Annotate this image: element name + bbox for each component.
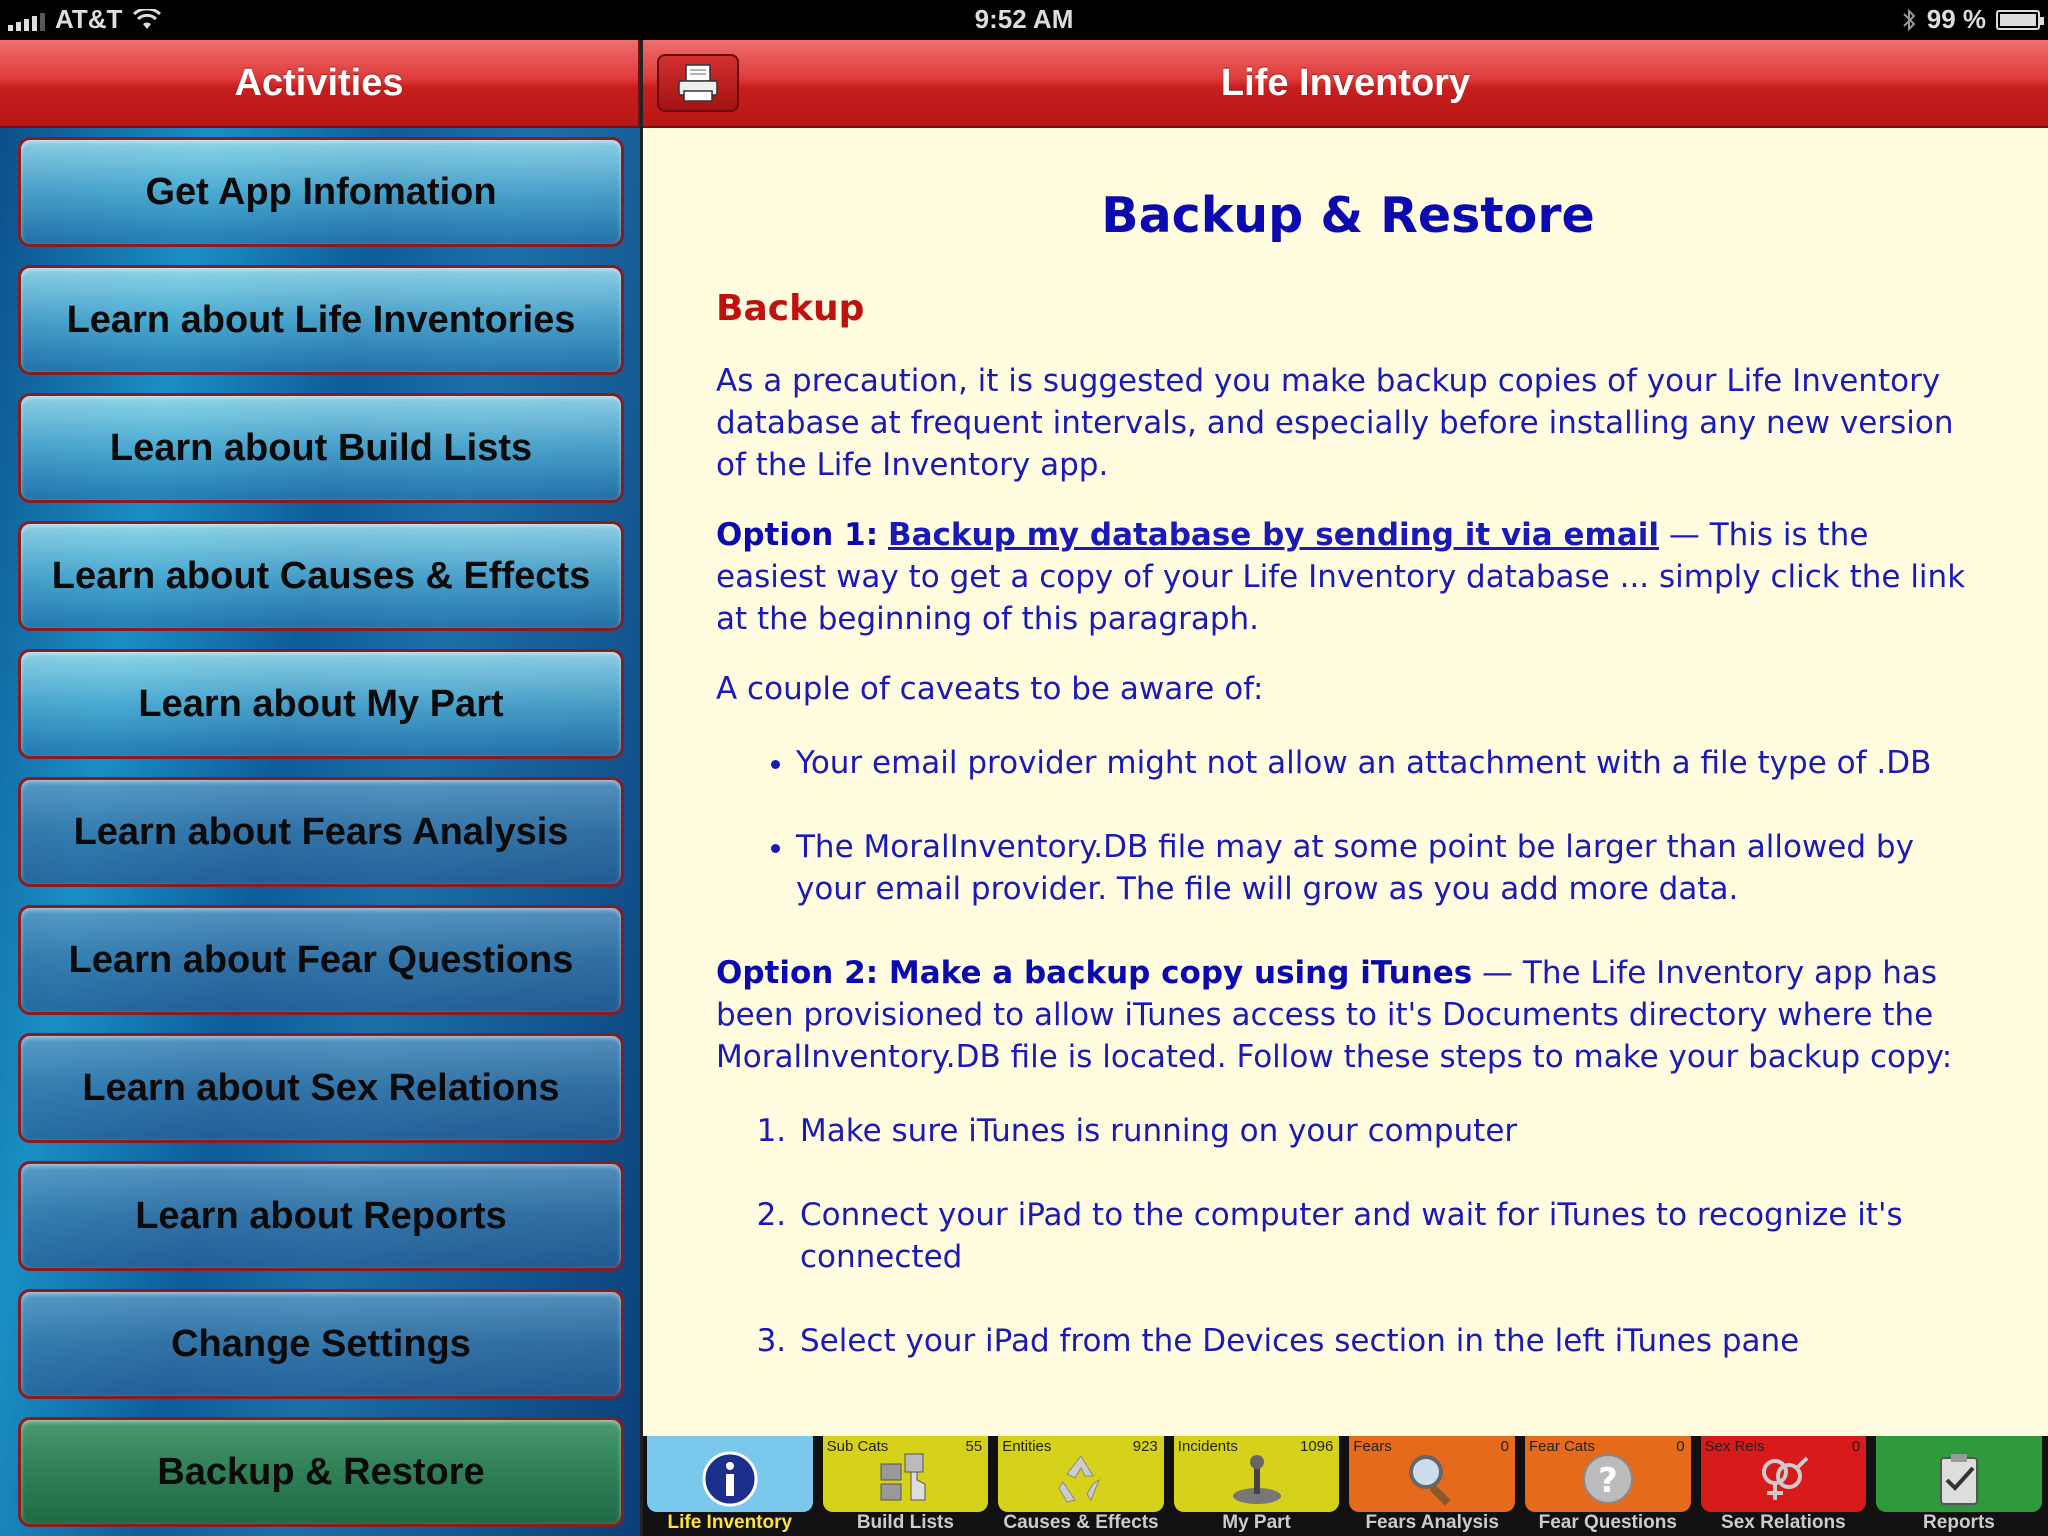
tab-label: Life Inventory <box>667 1512 793 1533</box>
gender-icon <box>1753 1450 1813 1508</box>
activities-list <box>18 137 624 1536</box>
activity-button[interactable]: Learn about Reports <box>18 1161 624 1271</box>
tab-count-value: 1096 <box>1300 1438 1334 1455</box>
page-title: Backup & Restore <box>1101 187 1595 244</box>
tab-count-label: Sex Rels <box>1704 1438 1765 1455</box>
tab-label: Build Lists <box>856 1512 954 1533</box>
status-time: 9:52 AM <box>974 4 1074 34</box>
caveat-list <box>716 742 1980 910</box>
step-item: 1. Make sure iTunes is running on your computer <box>796 1110 1980 1152</box>
detail-title: Life Inventory <box>1220 61 1471 104</box>
build-list-icon <box>875 1450 935 1508</box>
tab-fear-questions[interactable] <box>1521 1436 1697 1536</box>
activity-button[interactable]: Learn about Life Inventories <box>18 265 624 375</box>
tab-count-label: Incidents <box>1177 1438 1238 1455</box>
magnifier-icon <box>1402 1450 1462 1508</box>
joystick-icon <box>1227 1450 1287 1508</box>
tab-my-part[interactable] <box>1170 1436 1346 1536</box>
tab-build-lists[interactable] <box>819 1436 995 1536</box>
activity-button[interactable]: Get App Infomation <box>18 137 624 247</box>
tab-bar <box>643 1436 2048 1536</box>
activity-button[interactable]: Learn about Build Lists <box>18 393 624 503</box>
tab-fears-analysis[interactable] <box>1345 1436 1521 1536</box>
option1-paragraph <box>716 514 1980 640</box>
carrier-label: AT&T <box>55 4 123 34</box>
option2-text: — The Life Inventory app has been provisioned to allow iTunes access to it's Documents directory where the MoralInventory.DB file is located. Follow these steps to make your backup copy: <box>716 955 1953 1075</box>
option1-text: — This is the easiest way to get a copy of your Life Inventory database ... simply click the link at the beginning of this paragraph. <box>716 517 1966 637</box>
tab-count-value: 0 <box>1851 1438 1861 1455</box>
svg-text:?: ? <box>1597 1461 1618 1501</box>
tab-life-inventory[interactable] <box>643 1436 819 1536</box>
activity-button[interactable]: Learn about My Part <box>18 649 624 759</box>
battery-percent: 99 % <box>1926 4 1986 34</box>
battery-fill <box>2000 14 2036 26</box>
activity-button[interactable]: Change Settings <box>18 1289 624 1399</box>
intro-paragraph: As a precaution, it is suggested you make backup copies of your Life Inventory database at frequent intervals, and especially before installing any new version of the Life Inventory app. <box>716 363 1954 483</box>
activity-button[interactable]: Learn about Fears Analysis <box>18 777 624 887</box>
tab-count-value: 0 <box>1676 1438 1685 1455</box>
recycle-icon <box>1051 1450 1111 1508</box>
tab-count-value: 923 <box>1132 1438 1158 1455</box>
activity-button[interactable]: Learn about Sex Relations <box>18 1033 624 1143</box>
detail-navbar <box>643 40 2048 128</box>
tab-count-value: 0 <box>1500 1438 1509 1455</box>
battery-icon <box>1996 10 2040 30</box>
caveat-item: • Your email provider might not allow an attachment with a file type of .DB <box>796 742 1980 784</box>
tab-label: Fear Questions <box>1538 1512 1677 1533</box>
step-item: 2. Connect your iPad to the computer and wait for iTunes to recognize it's connected <box>796 1194 1980 1278</box>
bluetooth-icon <box>1901 8 1917 32</box>
tab-sex-relations[interactable] <box>1697 1436 1873 1536</box>
section-heading-backup: Backup <box>716 288 865 329</box>
tab-count-value: 55 <box>965 1438 983 1455</box>
tab-label: Reports <box>1923 1512 1995 1533</box>
activity-button[interactable]: Learn about Fear Questions <box>18 905 624 1015</box>
option1-label: Option 1: <box>716 517 879 553</box>
tab-label: Fears Analysis <box>1365 1512 1499 1533</box>
tab-count-label: Fear Cats <box>1528 1438 1595 1455</box>
caveat-item: • The MoralInventory.DB file may at some point be larger than allowed by your email provider. The file will grow as you add more data. <box>796 826 1980 910</box>
step-item: 3. Select your iPad from the Devices section in the left iTunes pane <box>796 1320 1980 1362</box>
tab-label: Causes & Effects <box>1003 1512 1159 1533</box>
tab-count-label: Fears <box>1353 1438 1392 1455</box>
tab-count-label: Sub Cats <box>826 1438 889 1455</box>
tab-label: My Part <box>1222 1512 1291 1533</box>
activities-title: Activities <box>0 40 640 128</box>
detail-pane <box>640 40 2048 1536</box>
status-right <box>1901 4 2040 35</box>
caveats-intro: A couple of caveats to be aware of: <box>716 671 1264 707</box>
activities-pane <box>0 40 640 1536</box>
help-content <box>643 128 2048 1476</box>
option2-paragraph <box>716 952 1980 1078</box>
status-bar <box>0 0 2048 40</box>
clipboard-icon <box>1929 1450 1989 1508</box>
tab-label: Sex Relations <box>1721 1512 1846 1533</box>
tab-causes-effects[interactable] <box>994 1436 1170 1536</box>
email-backup-link[interactable]: Backup my database by sending it via email <box>887 517 1659 553</box>
activity-button[interactable]: Backup & Restore <box>18 1417 624 1527</box>
tab-count-label: Entities <box>1002 1438 1052 1455</box>
question-icon <box>1578 1450 1638 1508</box>
print-button[interactable] <box>657 54 739 112</box>
step-list <box>716 1110 1980 1362</box>
info-icon <box>700 1450 760 1508</box>
tab-reports[interactable] <box>1872 1436 2048 1536</box>
printer-icon <box>676 63 720 103</box>
option2-label: Option 2: Make a backup copy using iTunes <box>716 955 1473 991</box>
activity-button[interactable]: Learn about Causes & Effects <box>18 521 624 631</box>
